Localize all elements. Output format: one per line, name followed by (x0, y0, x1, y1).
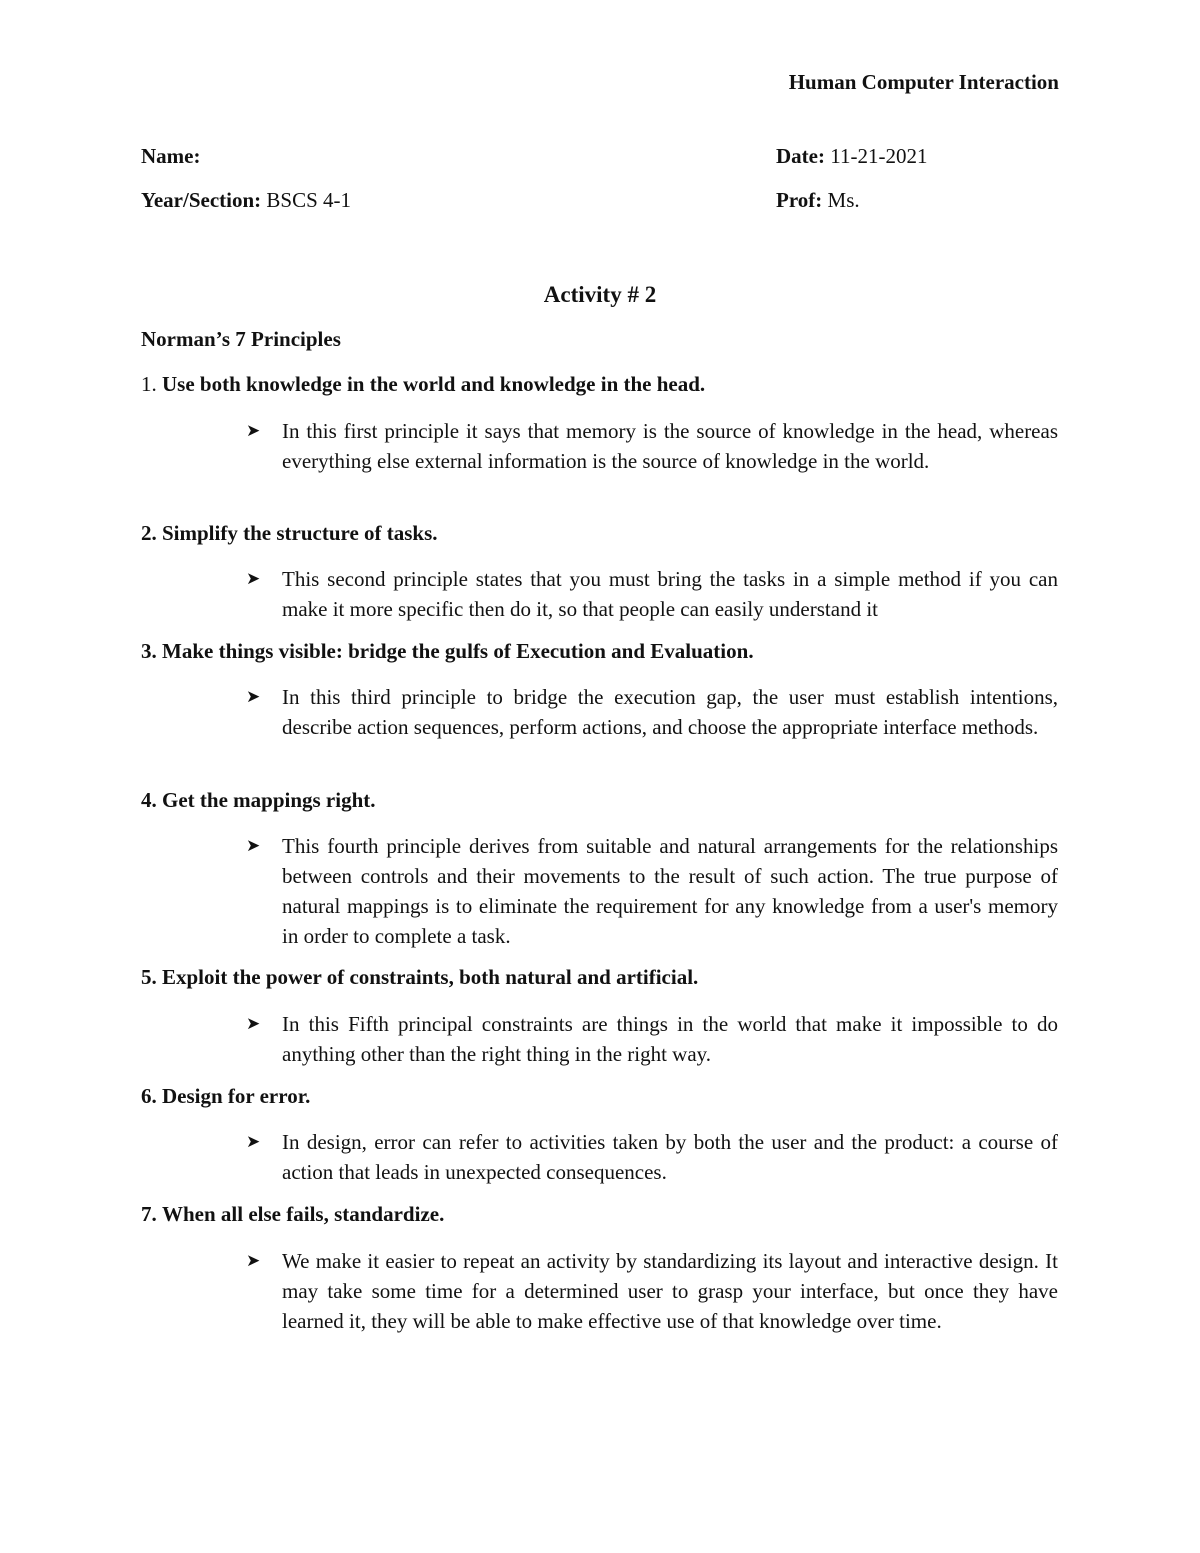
principle-number: 3. (141, 639, 157, 663)
principle-title: Simplify the structure of tasks. (162, 521, 438, 545)
prof-label: Prof: (776, 188, 823, 212)
principle-title: Design for error. (162, 1084, 311, 1108)
principle-bullet (246, 682, 1058, 742)
principle-bullet (246, 1009, 1058, 1069)
principle-heading (141, 965, 698, 990)
principle-title: Make things visible: bridge the gulfs of Execution and Evaluation. (162, 639, 754, 663)
principle-description: In this first principle it says that memory is the source of knowledge in the head, whereas everything else external information is the source of knowledge in the world. (282, 419, 1058, 473)
principle-bullet (246, 831, 1058, 951)
name-label: Name: (141, 144, 201, 168)
principle-title: Use both knowledge in the world and knowledge in the head. (162, 372, 706, 396)
course-header: Human Computer Interaction (788, 70, 1059, 94)
date-label: Date: (776, 144, 825, 168)
prof-value: Ms. (827, 188, 860, 212)
principle-number: 1. (141, 372, 157, 396)
principle-description: In this Fifth principal constraints are things in the world that make it impossible to do anything other than the right thing in the right way. (282, 1012, 1058, 1066)
principle-number: 5. (141, 965, 157, 989)
principle-title: Get the mappings right. (162, 788, 376, 812)
principle-number: 4. (141, 788, 157, 812)
principle-heading (141, 372, 705, 397)
year-section-field (141, 188, 351, 213)
principle-bullet (246, 564, 1058, 624)
principle-number: 6. (141, 1084, 157, 1108)
principle-bullet (246, 1127, 1058, 1187)
principle-bullet (246, 416, 1058, 476)
name-field (141, 144, 200, 169)
principle-description: We make it easier to repeat an activity by standardizing its layout and interactive design. It may take some time for a determined user to grasp your interface, but once they have learned it, they will be able to make effective use of that knowledge over time. (282, 1249, 1058, 1333)
principle-description: In this third principle to bridge the execution gap, the user must establish intentions, describe action sequences, perform actions, and choose the appropriate interface methods. (282, 685, 1058, 739)
principle-heading (141, 639, 754, 664)
principle-description: This fourth principle derives from suitable and natural arrangements for the relationships between controls and their movements to the result of such action. The true purpose of natural mappings is to eliminate the requirement for any knowledge from a user's memory in order to complete a task. (282, 834, 1058, 948)
arrowhead-bullet-icon: ➤ (246, 687, 261, 707)
principle-heading (141, 521, 438, 546)
arrowhead-bullet-icon: ➤ (246, 569, 261, 589)
principle-title: When all else fails, standardize. (162, 1202, 445, 1226)
arrowhead-bullet-icon: ➤ (246, 1014, 261, 1034)
date-value: 11-21-2021 (830, 144, 928, 168)
arrowhead-bullet-icon: ➤ (246, 421, 261, 441)
year-section-label: Year/Section: (141, 188, 262, 212)
principle-title: Exploit the power of constraints, both natural and artificial. (162, 965, 699, 989)
principle-description: This second principle states that you must bring the tasks in a simple method if you can make it more specific then do it, so that people can easily understand it (282, 567, 1058, 621)
principle-heading (141, 788, 376, 813)
principle-number: 2. (141, 521, 157, 545)
principle-heading (141, 1202, 444, 1227)
activity-title: Activity # 2 (543, 282, 657, 307)
principle-heading (141, 1084, 310, 1109)
arrowhead-bullet-icon: ➤ (246, 1132, 261, 1152)
principle-description: In design, error can refer to activities taken by both the user and the product: a course of action that leads in unexpected consequences. (282, 1130, 1058, 1184)
year-section-value: BSCS 4-1 (266, 188, 352, 212)
arrowhead-bullet-icon: ➤ (246, 836, 261, 856)
date-field (776, 144, 927, 169)
principle-bullet (246, 1246, 1058, 1336)
prof-field (776, 188, 860, 213)
arrowhead-bullet-icon: ➤ (246, 1251, 261, 1271)
principle-number: 7. (141, 1202, 157, 1226)
section-title: Norman’s 7 Principles (141, 327, 341, 351)
